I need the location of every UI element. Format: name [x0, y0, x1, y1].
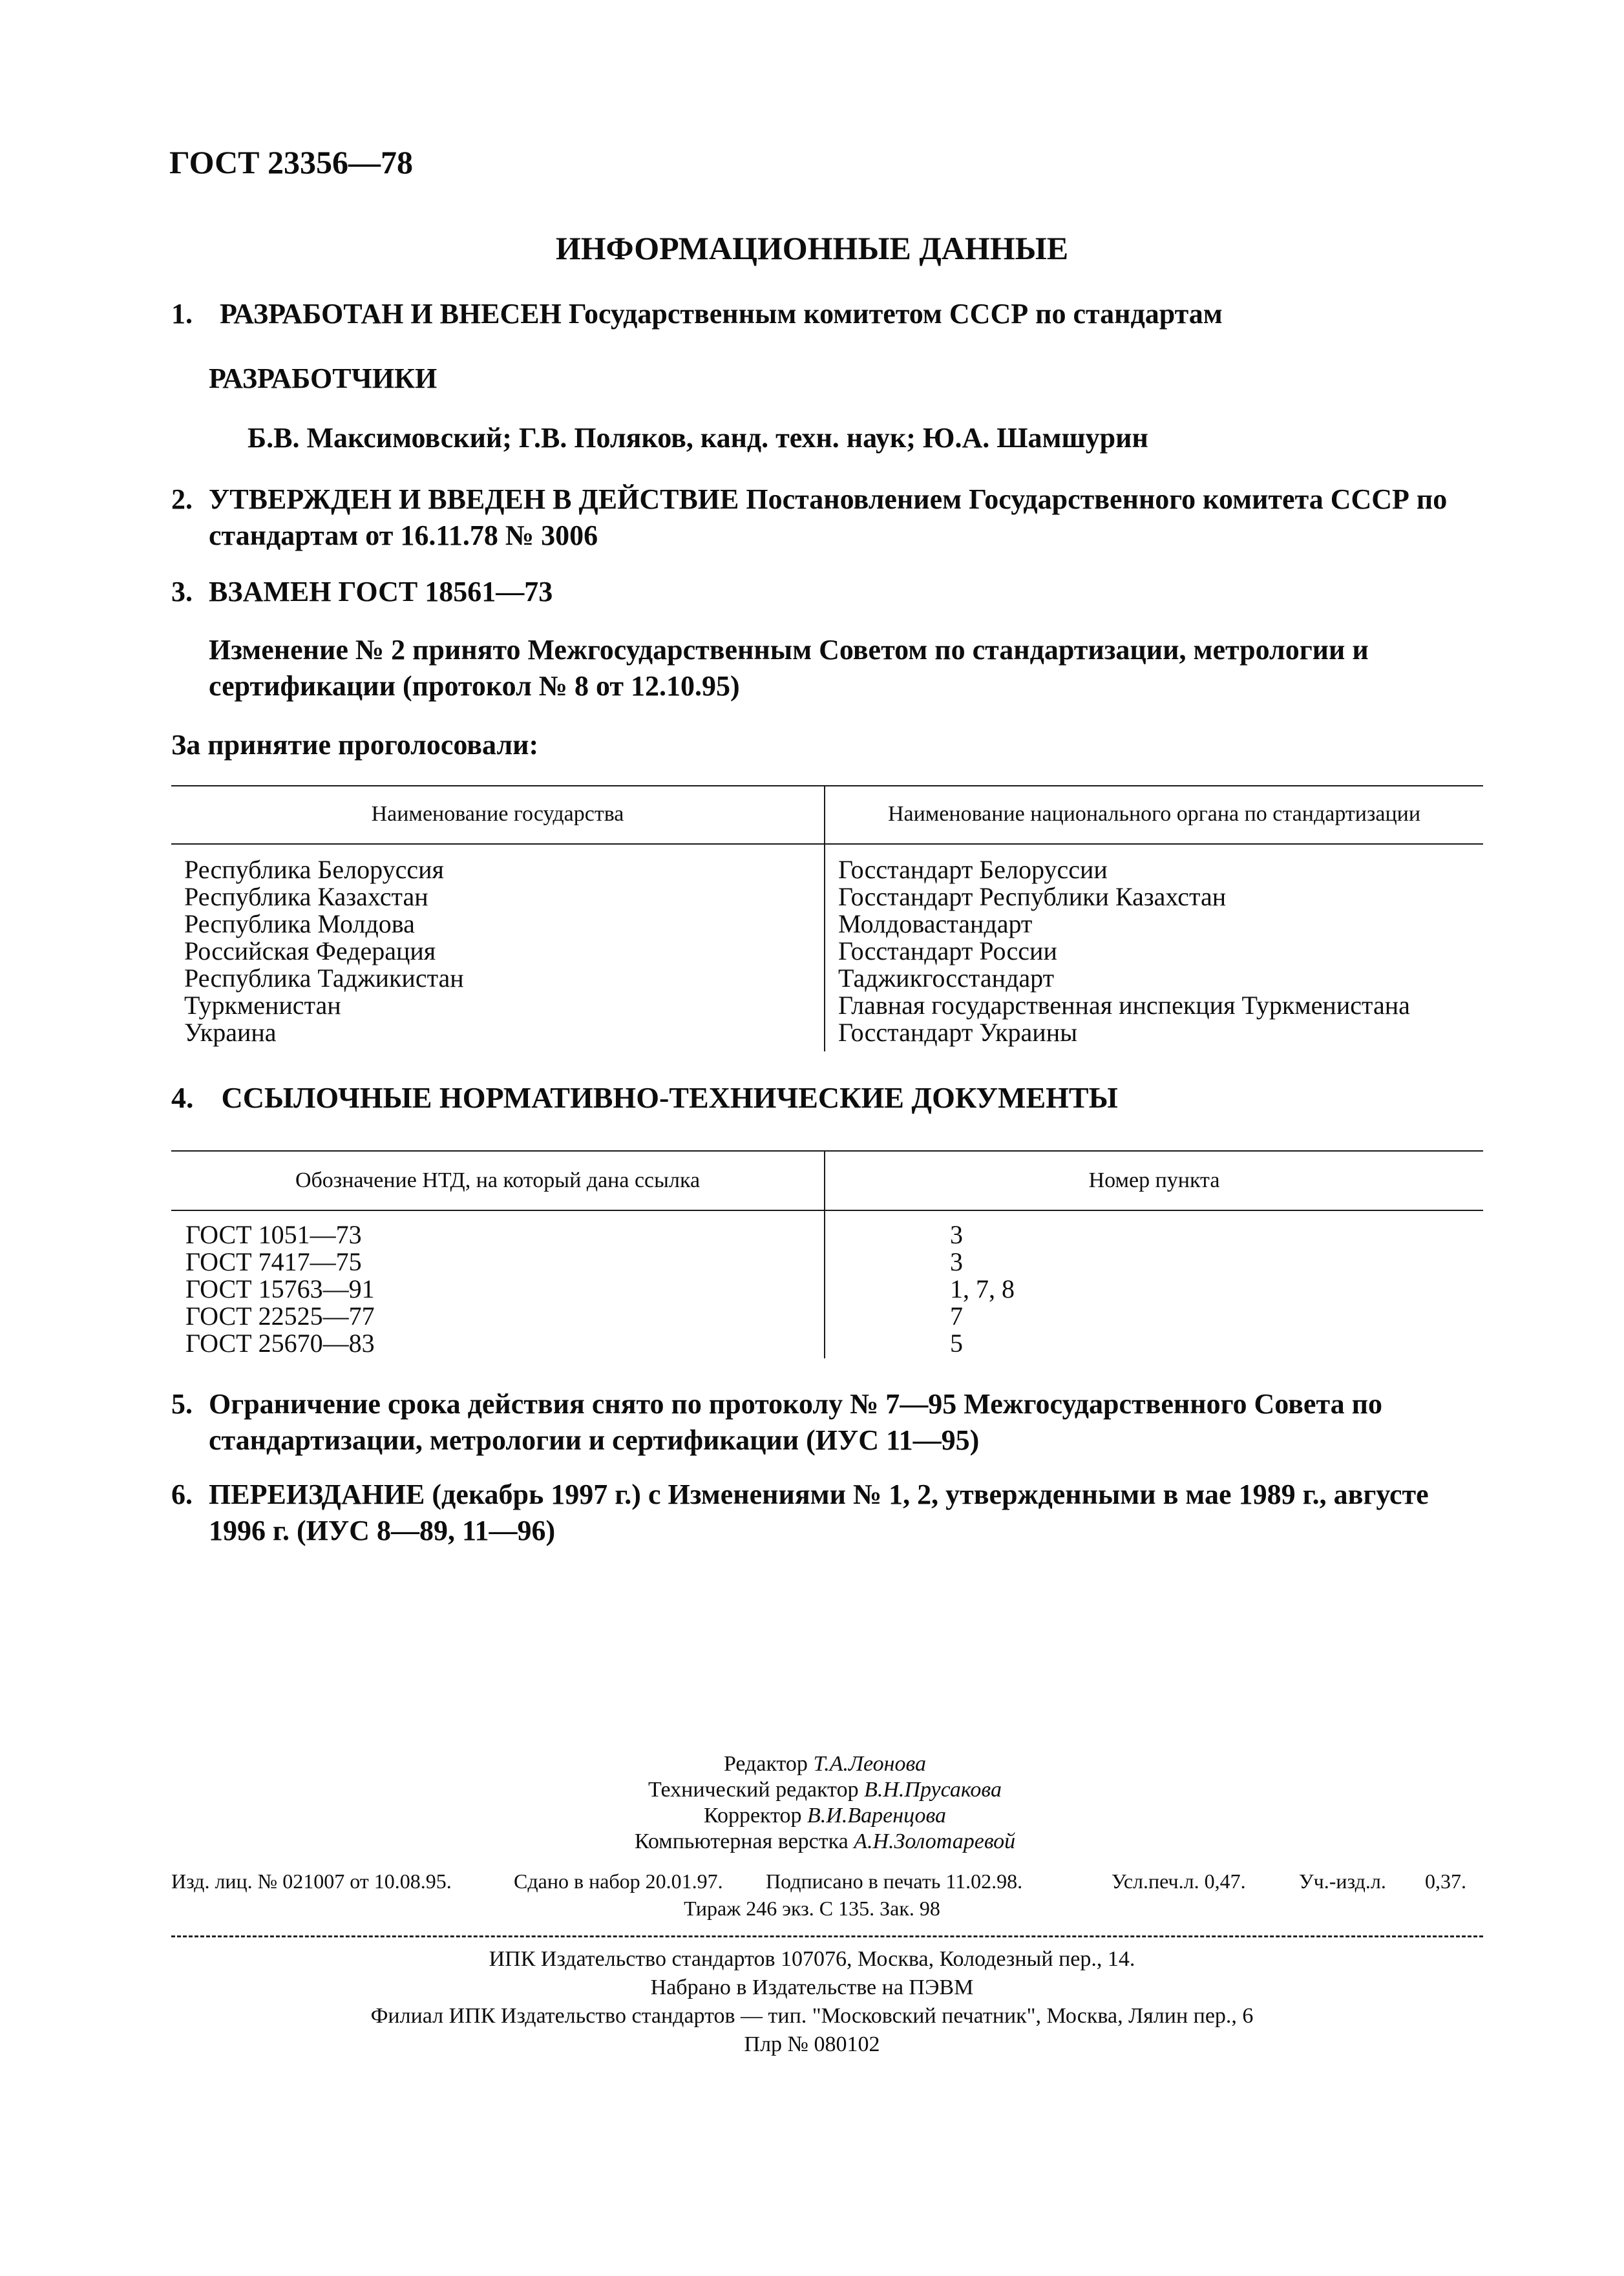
table-header-rule: [171, 843, 1483, 845]
table-row: Российская Федерация: [184, 936, 436, 965]
section-2: [209, 481, 1485, 554]
section-5-number: 5.: [171, 1388, 193, 1420]
section-4: [171, 1080, 1118, 1115]
section-4-lead: ССЫЛОЧНЫЕ НОРМАТИВНО-ТЕХНИЧЕСКИЕ ДОКУМЕНТЫ: [221, 1081, 1118, 1114]
developers-title: РАЗРАБОТЧИКИ: [209, 363, 438, 394]
credit-layout: Компьютерная верстка А.Н.Золотаревой: [634, 1829, 1016, 1853]
refs-document-column: [185, 1221, 375, 1357]
section-1-number: 1.: [171, 298, 193, 330]
footer-line-3: Филиал ИПК Издательство стандартов — тип. "Московский печатник", Москва, Лялин пер., 6: [370, 2004, 1254, 2028]
section-3-lead: ВЗАМЕН ГОСТ 18561—73: [209, 576, 553, 607]
section-2-text: Постановлением Государственного комитета СССР по стандартам от 16.11.78 № 3006: [209, 483, 1448, 551]
refs-header-document: Обозначение НТД, на который дана ссылка: [295, 1168, 701, 1192]
credit-tech-editor: Технический редактор В.Н.Прусакова: [648, 1778, 1002, 1802]
states-header-body: Наименование национального органа по стандартизации: [887, 802, 1421, 826]
credit-editor: Редактор Т.А.Леонова: [723, 1752, 927, 1776]
vote-title: За принятие проголосовали:: [171, 729, 539, 761]
table-row: 5: [950, 1329, 963, 1358]
states-column: [184, 856, 464, 1046]
table-row: Республика Белоруссия: [184, 855, 444, 884]
table-row: Госстандарт Украины: [838, 1018, 1077, 1047]
table-row: Таджикгосстандарт: [838, 964, 1055, 993]
footer-line-2: Набрано в Издательстве на ПЭВМ: [650, 1976, 974, 1999]
section-2-lead: УТВЕРЖДЕН И ВВЕДЕН В ДЕЙСТВИЕ: [209, 483, 739, 515]
footer-line-1: ИПК Издательство стандартов 107076, Москва, Колодезный пер., 14.: [489, 1947, 1135, 1971]
imprint-license: Изд. лиц. № 021007 от 10.08.95.: [171, 1870, 452, 1893]
developers-list: Б.В. Максимовский; Г.В. Поляков, канд. техн. наук; Ю.А. Шамшурин: [248, 422, 1148, 454]
imprint-print-sheets: Усл.печ.л. 0,47.: [1112, 1870, 1246, 1893]
imprint-pub-sheets-value: 0,37.: [1425, 1870, 1466, 1893]
footer-rule: [171, 1935, 1483, 1937]
table-row: Туркменистан: [184, 991, 341, 1020]
section-1-text: Государственным комитетом СССР по стандартам: [561, 298, 1223, 330]
imprint-run: Тираж 246 экз. С 135. Зак. 98: [684, 1897, 940, 1920]
imprint-signed: Подписано в печать 11.02.98.: [766, 1870, 1023, 1893]
states-header-state: Наименование государства: [371, 802, 624, 826]
credit-corrector: Корректор В.И.Варенцова: [703, 1804, 947, 1828]
bodies-column: [838, 856, 1410, 1046]
imprint-sent: Сдано в набор 20.01.97.: [514, 1870, 723, 1893]
section-1-lead: РАЗРАБОТАН И ВНЕСЕН: [220, 298, 562, 330]
document-code: ГОСТ 23356—78: [169, 144, 414, 180]
table-top-rule: [171, 785, 1483, 786]
section-6-number: 6.: [171, 1479, 193, 1510]
table-top-rule: [171, 1150, 1483, 1152]
section-6: [209, 1477, 1485, 1549]
imprint-pub-sheets: Уч.-изд.л.: [1299, 1870, 1386, 1893]
table-row: 1, 7, 8: [950, 1274, 1015, 1303]
table-header-rule: [171, 1210, 1483, 1211]
table-row: Республика Молдова: [184, 909, 415, 938]
states-table: [171, 785, 1483, 1057]
section-3-number: 3.: [171, 576, 193, 607]
section-2-number: 2.: [171, 483, 193, 515]
footer-line-4: Плр № 080102: [744, 2032, 880, 2056]
table-row: Республика Казахстан: [184, 882, 428, 911]
table-row: Главная государственная инспекция Туркменистана: [838, 991, 1410, 1020]
table-row: ГОСТ 7417—75: [185, 1247, 362, 1276]
refs-clause-column: [950, 1221, 1015, 1357]
table-row: Украина: [184, 1018, 277, 1047]
table-row: Госстандарт России: [838, 936, 1057, 965]
section-5-text: Ограничение срока действия снято по протоколу № 7—95 Межгосударственного Совета по стандартизации, метрологии и сертификации (ИУС 11—95): [209, 1388, 1382, 1456]
table-row: 7: [950, 1301, 963, 1331]
table-row: 3: [950, 1220, 963, 1249]
section-4-number: 4.: [171, 1081, 194, 1114]
section-6-lead: ПЕРЕИЗДАНИЕ: [209, 1479, 425, 1510]
section-6-text: (декабрь 1997 г.) с Изменениями № 1, 2, утвержденными в мае 1989 г., августе 1996 г. (ИУС 8—89, 11—96): [209, 1479, 1429, 1546]
table-row: ГОСТ 15763—91: [185, 1274, 375, 1303]
refs-header-clause: Номер пункта: [1088, 1168, 1220, 1192]
references-table: [171, 1150, 1483, 1364]
table-row: ГОСТ 25670—83: [185, 1329, 375, 1358]
table-row: Республика Таджикистан: [184, 964, 464, 993]
table-row: ГОСТ 1051—73: [185, 1220, 362, 1249]
table-row: Молдовастандарт: [838, 909, 1033, 938]
publisher-footer: [0, 1945, 1624, 2059]
table-row: Госстандарт Республики Казахстан: [838, 882, 1227, 911]
table-row: ГОСТ 22525—77: [185, 1301, 375, 1331]
page-title: ИНФОРМАЦИОННЫЕ ДАННЫЕ: [555, 230, 1069, 266]
table-row: 3: [950, 1247, 963, 1276]
amendment-note: Изменение № 2 принято Межгосударственным Советом по стандартизации, метрологии и сертификации (протокол № 8 от 12.10.95): [209, 634, 1369, 702]
credits-block: [0, 1751, 1624, 1855]
section-1: [171, 296, 1223, 332]
table-row: Госстандарт Белоруссии: [838, 855, 1108, 884]
